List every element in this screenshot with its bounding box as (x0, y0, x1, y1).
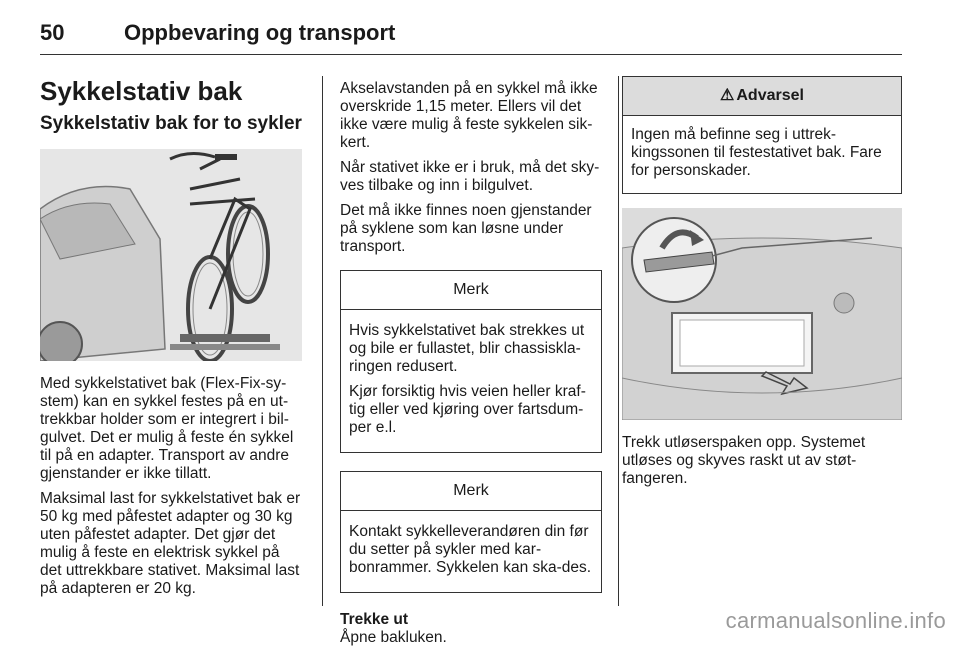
warning-text: Ingen må befinne seg i uttrek-kingssonen til festestativet bak. Fare for personskader. (631, 126, 882, 179)
section-title: Sykkelstativ bak (40, 76, 243, 106)
note-box (340, 471, 602, 593)
subsection-title: Sykkelstativ bak for to sykler (40, 113, 302, 134)
paragraph: Akselavstanden på en sykkel må ikke overskride 1,15 meter. Ellers vil det ikke være mulig å feste sykkelen sik-kert. (340, 80, 598, 151)
warning-heading-text: Advarsel (736, 87, 804, 104)
note-text: Kjør forsiktig hvis veien heller kraf-tig eller ved kjøring over fartsdum-per e.l. (349, 383, 586, 436)
warning-triangle-icon: ⚠ (720, 87, 735, 104)
column-divider (322, 76, 323, 606)
paragraph: Det må ikke finnes noen gjenstander på syklene som kan løsne under transport. (340, 202, 592, 255)
chapter-title: Oppbevaring og transport (124, 20, 396, 45)
note-heading: Merk (341, 472, 601, 511)
column-1 (40, 68, 304, 605)
note-box (340, 270, 602, 453)
bike-rack-illustration (40, 149, 302, 361)
bumper-release-illustration (622, 208, 902, 420)
column-2 (340, 80, 602, 654)
column-3 (622, 68, 902, 495)
note-text: Hvis sykkelstativet bak strekkes ut og bile er fullastet, blir chassiskla-ringen redusert. (349, 322, 585, 375)
paragraph: Maksimal last for sykkelstativet bak er 50 kg med påfestet adapter og 30 kg uten påfestet adapter. Det gjør det mulig å feste en elektrisk sykkel på det uttrekkbare stativet. Maksimal last på adapteren er 20 kg. (40, 490, 301, 597)
warning-heading (623, 77, 901, 116)
bumper-release-drawing (622, 208, 902, 420)
note-text: Kontakt sykkelleverandøren din før du setter på sykler med kar-bonrammer. Sykkelen kan ska-des. (349, 523, 592, 576)
column-divider (618, 76, 619, 606)
paragraph: Trekk utløserspaken opp. Systemet utløses og skyves raskt ut av støt-fangeren. (622, 434, 866, 487)
subheading-trekke-ut: Trekke ut (340, 611, 409, 628)
page-number: 50 (40, 20, 65, 45)
note-heading: Merk (341, 271, 601, 310)
paragraph: Når stativet ikke er i bruk, må det sky-ves tilbake og inn i bilgulvet. (340, 159, 600, 194)
paragraph: Åpne bakluken. (340, 629, 447, 646)
warning-box (622, 76, 902, 194)
watermark: carmanualsonline.info (725, 608, 946, 633)
page-header (40, 14, 902, 55)
bike-rack-drawing (40, 149, 302, 361)
paragraph: Med sykkelstativet bak (Flex-Fix-sy-stem) kan en sykkel festes på en ut-trekkbar holder som er integrert i bil-gulvet. Det er mulig å feste én sykkel til på en adapter. Transport av andre gjenstander er ikke tillatt. (40, 375, 294, 482)
